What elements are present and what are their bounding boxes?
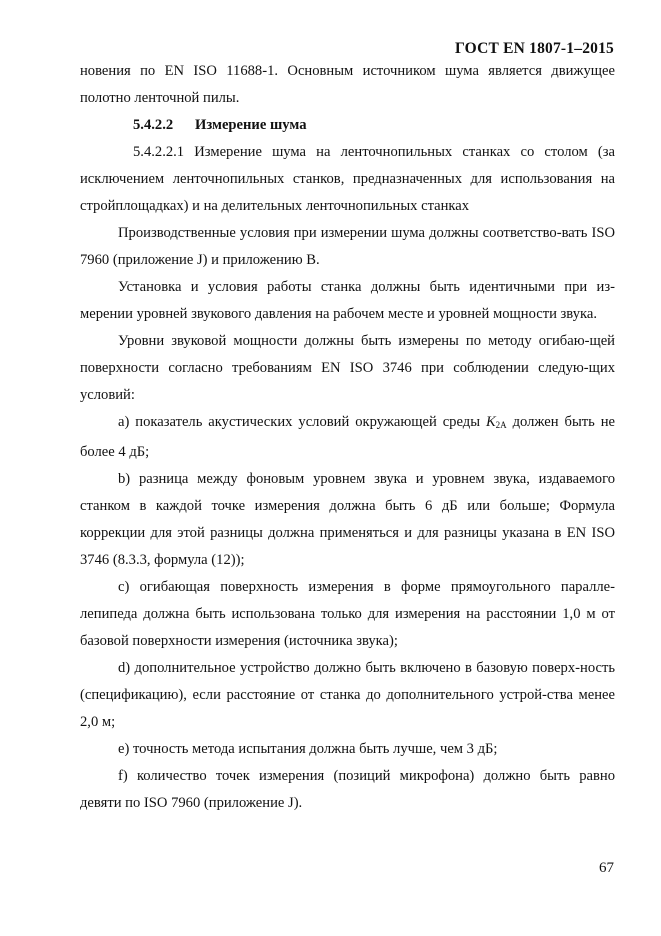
page-number: 67: [599, 860, 614, 876]
list-item-b: b) разница между фоновым уровнем звука и уровнем звука, издаваемого станком в каждой точке измерения должна быть 6 дБ или больше; Формула коррекции для этой разницы должна применяться и для разницы указана в EN ISO 3746 (8.3.3, формула (12));: [80, 471, 615, 568]
section-title: Измерение шума: [195, 117, 307, 133]
list-item-a: а) показатель акустических условий окружающей среды $K_{2A}$ должен быть не более 4 дБ;: [80, 414, 616, 460]
paragraph-power-levels: Уровни звуковой мощности должны быть измерены по методу огибаю-щей поверхности согласно требованиям EN ISO 3746 при соблюдении следую-щих условий:: [80, 333, 615, 403]
paragraph-installation: Установка и условия работы станка должны быть идентичными при из-мерении уровней звукового давления на рабочем месте и уровней мощности звука.: [80, 279, 615, 322]
section-number: 5.4.2.2: [133, 117, 174, 133]
list-item-f: f) количество точек измерения (позиций микрофона) должно быть равно девяти по ISO 7960 (приложение J).: [80, 768, 615, 811]
subsection-paragraph: 5.4.2.2.1 Измерение шума на ленточнопильных станках со столом (за исключением ленточнопильных станков, предназначенных для использования на стройплощадках) и на делительных ленточнопильных станках: [80, 144, 615, 214]
document-body: [80, 58, 615, 817]
section-heading: [80, 112, 615, 139]
k2a-symbol: $K_{2A}$: [485, 414, 507, 430]
list-item-c: c) огибающая поверхность измерения в форме прямоугольного паралле-лепипеда должна быть использована только для измерения на расстоянии 1,0 м от базовой поверхности измерения (источника звука);: [80, 579, 615, 649]
standard-header: ГОСТ EN 1807-1–2015: [455, 40, 614, 57]
paragraph-conditions: Производственные условия при измерении шума должны соответство-вать ISO 7960 (приложение J) и приложению B.: [80, 225, 615, 268]
list-item-e: e) точность метода испытания должна быть лучше, чем 3 дБ;: [118, 741, 498, 757]
paragraph-continuation: новения по EN ISO 11688-1. Основным источником шума является движущее полотно ленточной пилы.: [80, 63, 615, 106]
list-item-d: d) дополнительное устройство должно быть включено в базовую поверх-ность (спецификацию), если расстояние от станка до дополнительного устрой-ства менее 2,0 м;: [80, 660, 615, 730]
